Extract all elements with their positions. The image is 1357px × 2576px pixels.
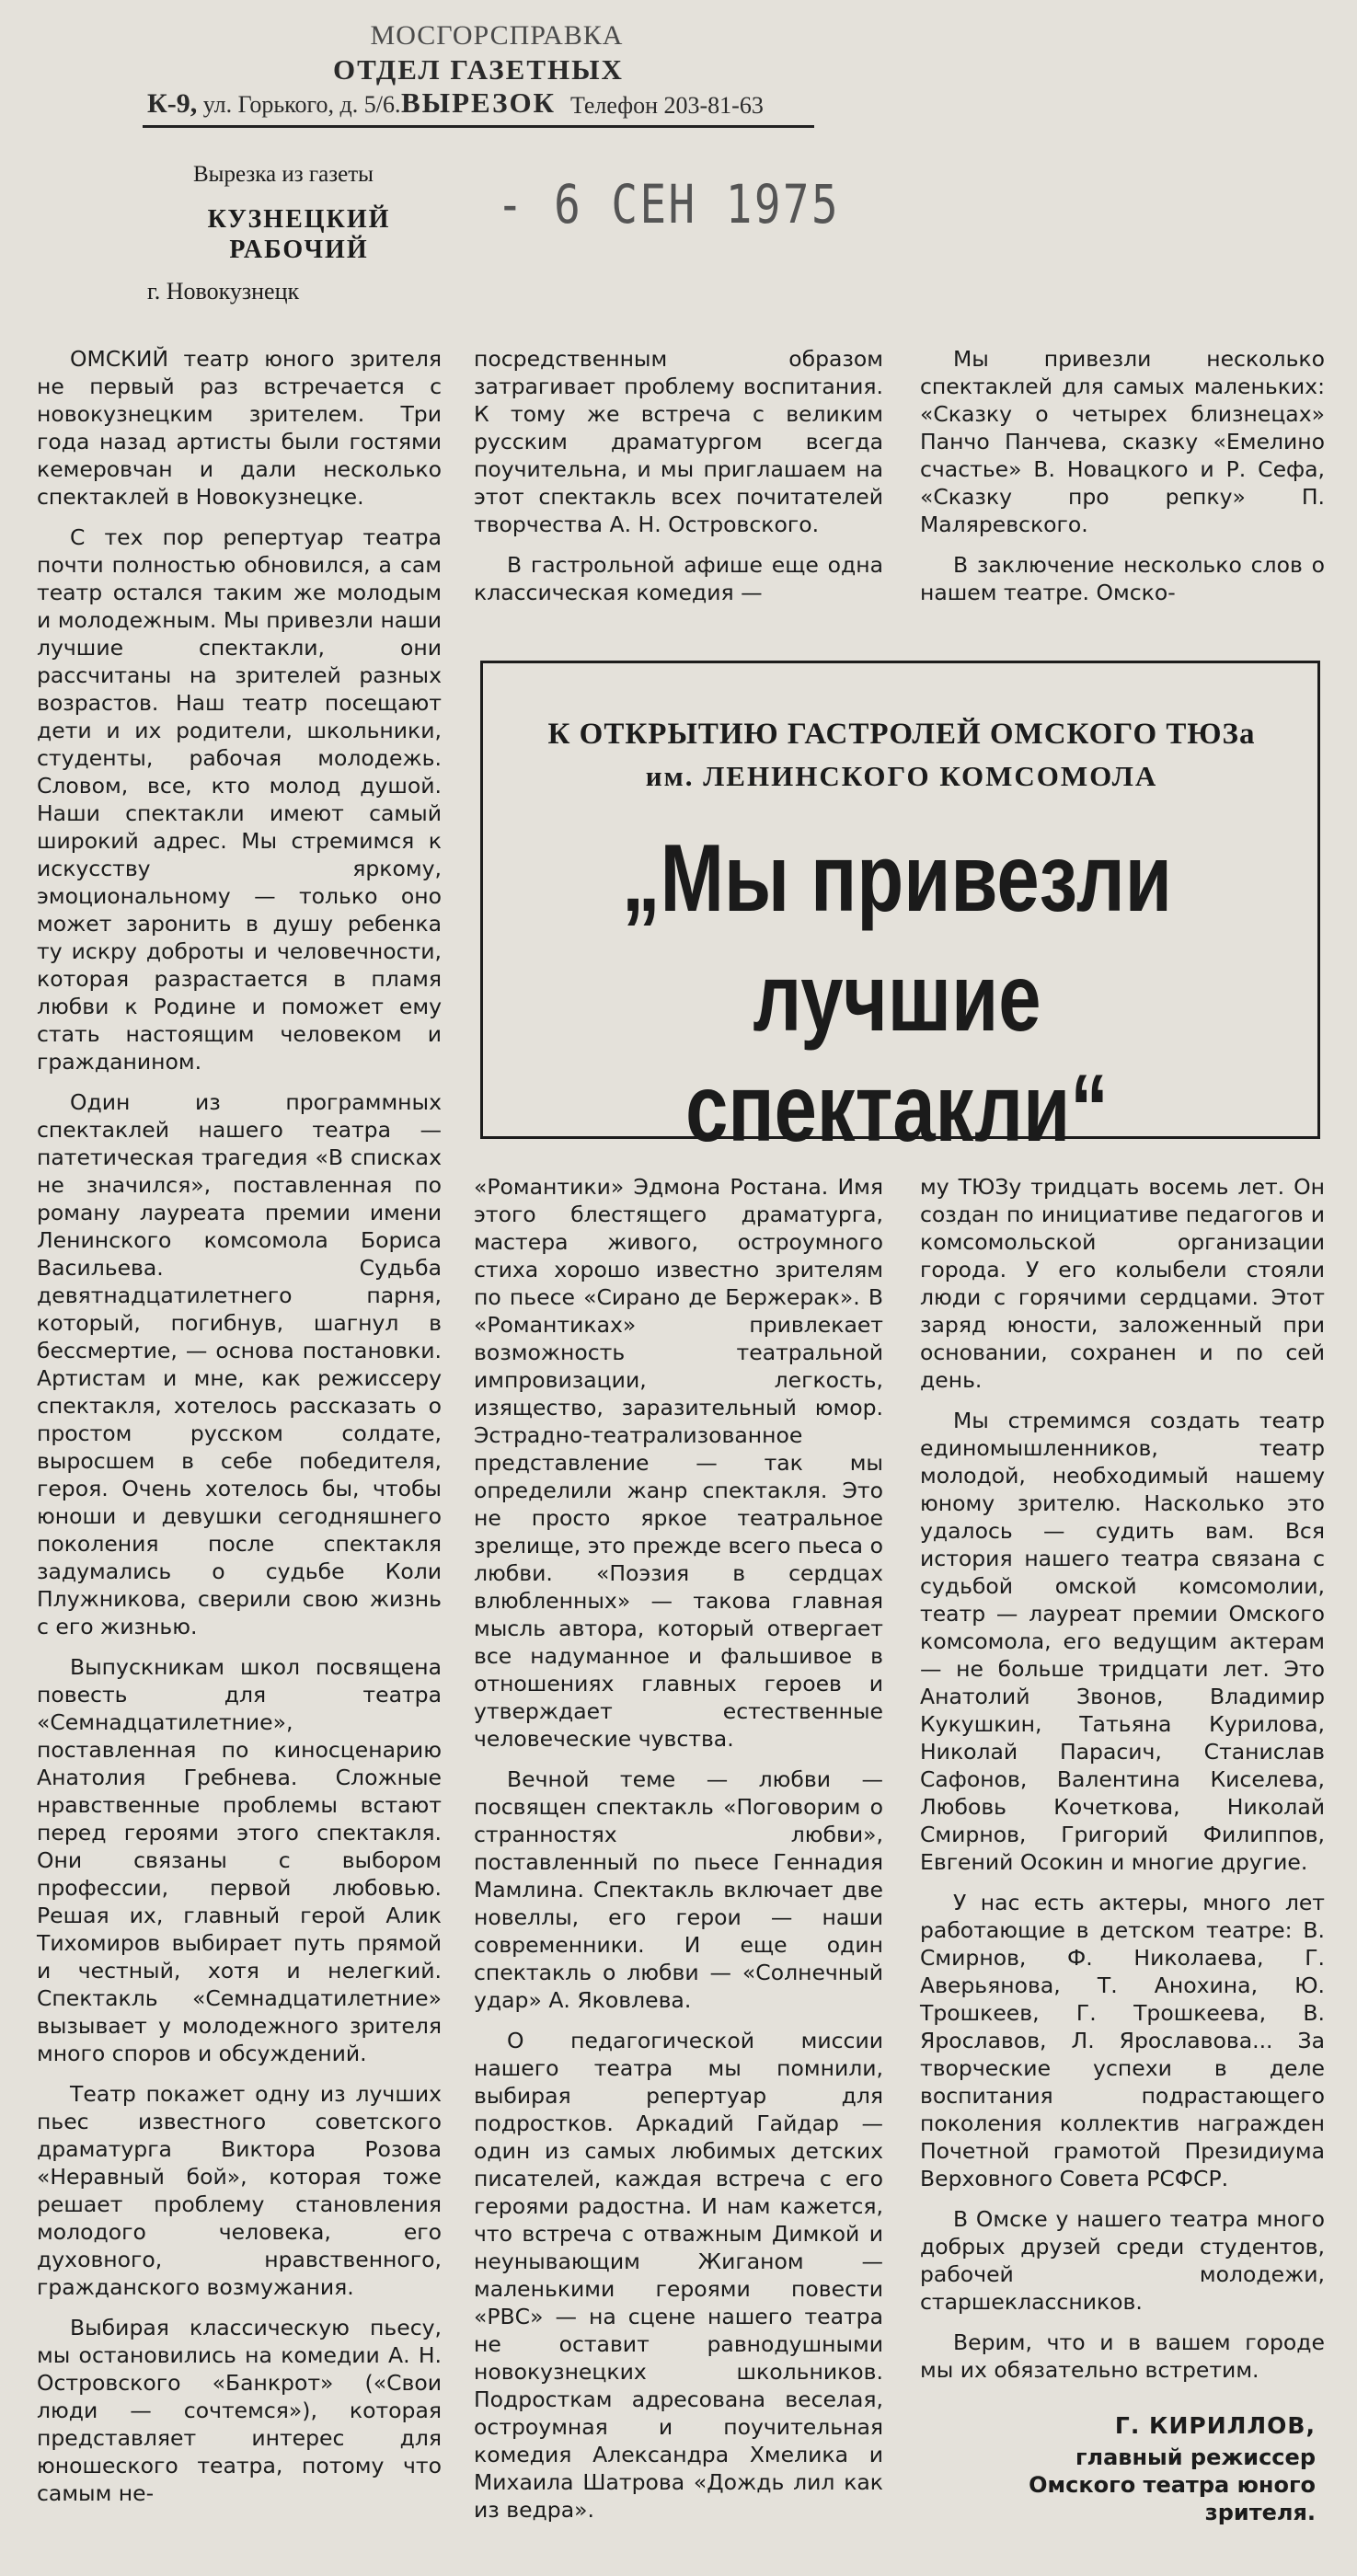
paragraph: Верим, что и в вашем городе мы их обязательно встретим. xyxy=(920,2329,1325,2383)
paragraph: В Омске у нашего театра много добрых друзей среди студентов, рабочей молодежи, старшеклассников. xyxy=(920,2206,1325,2315)
headline-title-line2: лучшие спектакли“ xyxy=(685,945,1109,1162)
paragraph: ОМСКИЙ театр юного зрителя не первый раз встречается с новокузнецким зрителем. Три года назад артисты были гостями кемеровчан и дали несколько спектаклей в Новокузнецке. xyxy=(37,346,442,510)
article-column-2-top xyxy=(474,345,883,619)
bureau-department: ОТДЕЛ ГАЗЕТНЫХ ВЫРЕЗОК xyxy=(333,53,624,119)
newspaper-name: КУЗНЕЦКИЙ РАБОЧИЙ xyxy=(207,205,391,264)
paragraph: Театр покажет одну из лучших пьес известного советского драматурга Виктора Розова «Неравный бой», которая тоже решает проблему становления молодого человека, его духовного, нравственного, гражданского возмужания. xyxy=(37,2081,442,2300)
author-role: главный режиссер Омского театра юного зрителя. xyxy=(1029,2444,1316,2525)
newspaper-city: г. Новокузнецк xyxy=(147,278,300,305)
bureau-name: МОСГОРСПРАВКА xyxy=(370,20,624,51)
paragraph: Вечной теме — любви — посвящен спектакль «Поговорим о странностях любви», поставленный по пьесе Геннадия Мамлина. Спектакль включает две новеллы, его герои — наши современники. И еще один спектакль о любви — «Солнечный удар» А. Яковлева. xyxy=(474,1766,883,2013)
article-column-1 xyxy=(37,345,442,2520)
clipping-label: Вырезка из газеты xyxy=(193,162,374,187)
paragraph: Выпускникам школ посвящена повесть для театра «Семнадцатилетние», поставленная по киносценарию Анатолия Гребнева. Сложные нравственные проблемы встают перед героями этого спектакля. Они связаны с выбором профессии, первой любовью. Решая их, главный герой Алик Тихомиров выбирает путь прямой и честный, хотя и нелегкий. Спектакль «Семнадцатилетние» вызывает у молодежного зрителя много споров и обсуждений. xyxy=(37,1654,442,2066)
bureau-address xyxy=(147,88,400,120)
headline-rubric-line2: им. ЛЕНИНСКОГО КОМСОМОЛА xyxy=(645,760,1158,792)
bureau-street: ул. Горького, д. 5/6. xyxy=(202,91,401,118)
bureau-phone: Телефон 203-81-63 xyxy=(570,92,764,119)
paragraph: В гастрольной афише еще одна классическая комедия — xyxy=(474,552,883,605)
paragraph: му ТЮЗу тридцать восемь лет. Он создан по инициативе педагогов и комсомольской организации города. У его колыбели стояли люди с горячими сердцами. Этот заряд юности, заложенный при основании, сохранен и по сей день. xyxy=(920,1174,1325,1393)
stamp-underline xyxy=(143,125,814,128)
paragraph: «Романтики» Эдмона Ростана. Имя этого блестящего драматурга, мастера живого, остроумного стиха хорошо известно зрителям по пьесе «Сирано де Бержерак». В «Романтиках» привлекает возможность театральной импровизации, легкость, изящество, заразительный юмор. Эстрадно-театрализованное представление — так мы определили жанр спектакля. Это не просто яркое театральное зрелище, это прежде всего пьеса о любви. «Поэзия в сердцах влюбленных» — такова главная мысль автора, который отвергает все надуманное и фальшивое в отношениях главных героев и утверждает естественные человеческие чувства. xyxy=(474,1174,883,1752)
paragraph: О педагогической миссии нашего театра мы помнили, выбирая репертуар для подростков. Аркадий Гайдар — один из самых любимых детских писателей, каждая встреча с его героями радостна. И нам кажется, что встреча с отважным Димкой и неунывающим Жиганом — маленькими героями повести «РВС» — на сцене нашего театра не оставит равнодушными новокузнецких школьников. Подросткам адресована веселая, остроумная и поучительная комедия Александра Хмелика и Михаила Шатрова «Дождь лил как из ведра». xyxy=(474,2028,883,2523)
paragraph: В заключение несколько слов о нашем театре. Омско- xyxy=(920,552,1325,605)
date-stamp: - 6 СЕН 1975 xyxy=(497,173,841,236)
paragraph: Один из программных спектаклей нашего театра — патетическая трагедия «В списках не значился», поставленная по роману лауреата премии имени Ленинского комсомола Бориса Васильева. Судьба девятнадцатилетнего парня, который, погибнув, шагнул в бессмертие, — основа постановки. Артистам и мне, как режиссеру спектакля, хотелось рассказать о простом русском солдате, выросшем в себе победителя, героя. Очень хотелось бы, чтобы юноши и девушки сегодняшнего поколения после спектакля задумались о судьбе Коли Плужникова, сверили свою жизнь с его жизнью. xyxy=(37,1089,442,1639)
article-column-2-bottom xyxy=(474,1173,883,2536)
headline-title-line1: „Мы привезли xyxy=(622,825,1172,932)
paragraph: Мы привезли несколько спектаклей для самых маленьких: «Сказку о четырех близнецах» Панчо Панчева, сказку «Емелино счастье» В. Новацкого и Р. Сефа, «Сказку про репку» П. Маляревского. xyxy=(920,346,1325,537)
paragraph: посредственным образом затрагивает проблему воспитания. К тому же встреча с великим русским драматургом всегда поучительна, и мы приглашаем на этот спектакль всех почитателей творчества А. Н. Островского. xyxy=(474,346,883,537)
headline-rubric-line1: К ОТКРЫТИЮ ГАСТРОЛЕЙ ОМСКОГО ТЮЗа xyxy=(547,718,1256,751)
paragraph: У нас есть актеры, много лет работающие в детском театре: В. Смирнов, Ф. Николаева, Г. Аверьянова, Т. Анохина, Ю. Трошкеев, Г. Трошкеева, В. Ярославов, Л. Ярославова... За творческие успехи в деле воспитания подрастающего поколения коллектив награжден Почетной грамотой Президиума Верховного Совета РСФСР. xyxy=(920,1890,1325,2191)
paragraph: С тех пор репертуар театра почти полностью обновился, а сам театр остался таким же молодым и молодежным. Мы привезли наши лучшие спектакли, они рассчитаны на зрителей разных возрастов. Наш театр посещают дети и их родители, школьники, студенты, рабочая молодежь. Словом, все, кто молод душой. Наши спектакли имеют самый широкий адрес. Мы стремимся к искусству яркому, эмоциональному — только оно может заронить в душу ребенка ту искру доброты и человечности, которая разрастается в пламя любви к Родине и поможет ему стать настоящим человеком и гражданином. xyxy=(37,524,442,1075)
bureau-code: К-9, xyxy=(147,88,198,119)
article-column-3-bottom xyxy=(920,1173,1325,2397)
author-name: Г. КИРИЛЛОВ, xyxy=(1114,2412,1316,2439)
paragraph: Выбирая классическую пьесу, мы остановились на комедии А. Н. Островского «Банкрот» («Свои люди — сочтемся»), которая представляет интерес для юношеского театра, потому что самым не- xyxy=(37,2315,442,2506)
article-column-3-top xyxy=(920,345,1325,619)
paragraph: Мы стремимся создать театр единомышленников, театр молодой, необходимый нашему юному зрителю. Насколько это удалось — судить вам. Вся история нашего театра связана с судьбой омской комсомолии, театр — лауреат премии Омского комсомола, его ведущим актерам — не больше тридцати лет. Это Анатолий Звонов, Владимир Кукушкин, Татьяна Курилова, Николай Парасич, Станислав Сафонов, Валентина Киселева, Любовь Кочеткова, Николай Смирнов, Григорий Филиппов, Евгений Осокин и многие другие. xyxy=(920,1408,1325,1875)
